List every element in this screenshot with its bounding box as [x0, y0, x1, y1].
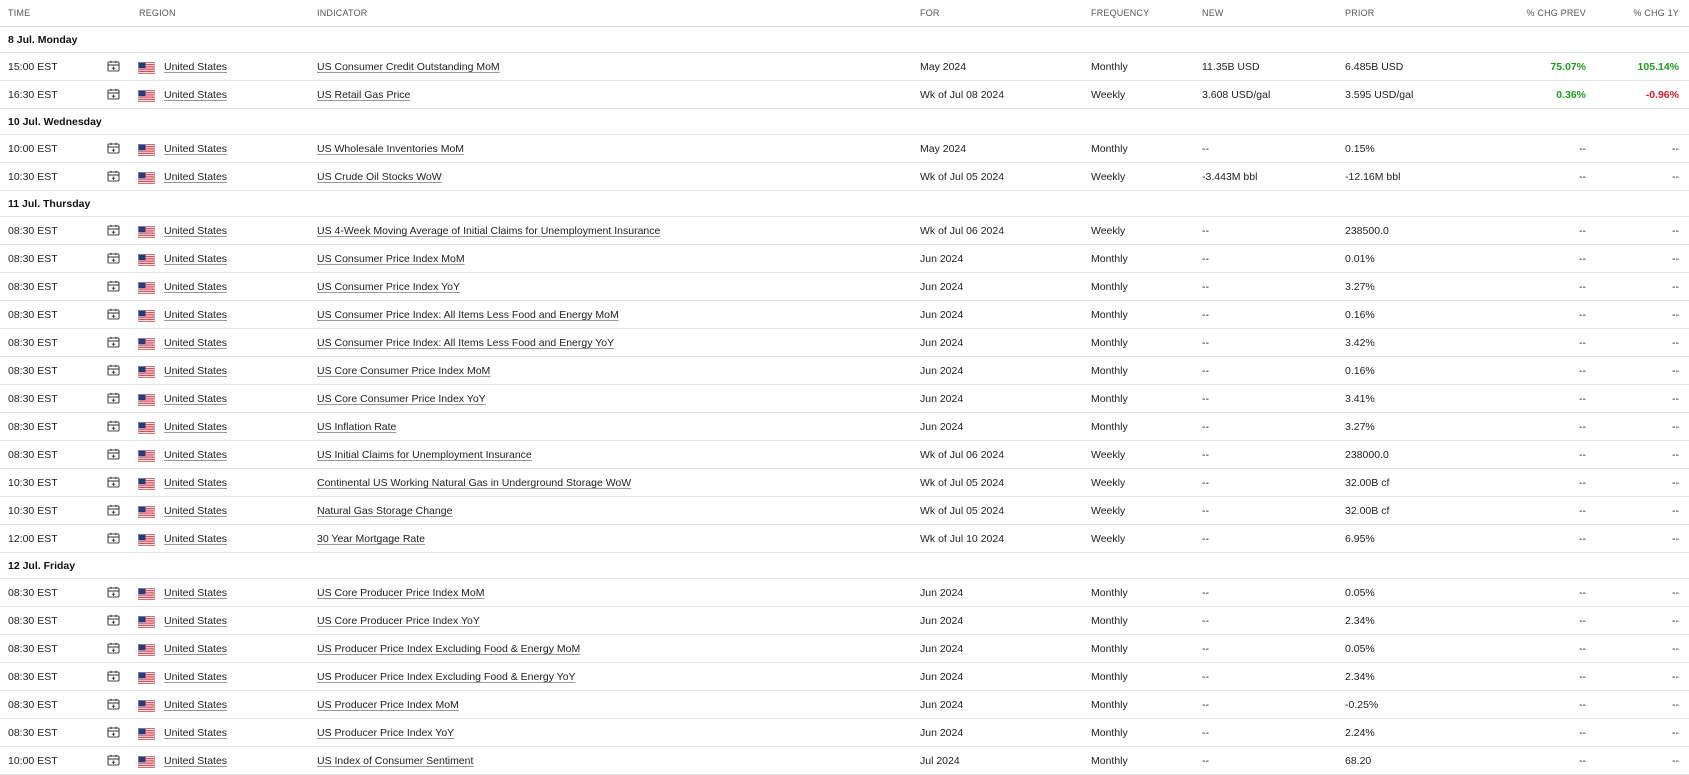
calendar-add-icon[interactable] [107, 532, 120, 545]
indicator-link[interactable]: US Producer Price Index MoM [317, 699, 459, 711]
pct-change-prev: -- [1579, 477, 1586, 489]
pct-change-prev: -- [1579, 393, 1586, 405]
new-value: -3.443M bbl [1202, 171, 1258, 183]
calendar-add-icon[interactable] [107, 448, 120, 461]
indicator-link[interactable]: US Consumer Credit Outstanding MoM [317, 61, 500, 73]
table-row[interactable] [0, 469, 1689, 497]
pct-change-1y: -- [1672, 505, 1679, 517]
indicator-link[interactable]: US Initial Claims for Unemployment Insurance [317, 449, 532, 461]
frequency: Monthly [1091, 61, 1128, 73]
prior-value: 3.27% [1345, 421, 1375, 433]
calendar-add-icon[interactable] [107, 364, 120, 377]
pct-change-prev: 75.07% [1550, 61, 1586, 73]
region-link[interactable]: United States [164, 309, 228, 321]
period-for: Wk of Jul 06 2024 [920, 225, 1005, 237]
table-row[interactable] [0, 719, 1689, 747]
region-link[interactable]: United States [164, 449, 228, 461]
pct-change-1y: -- [1672, 365, 1679, 377]
new-value: 3.608 USD/gal [1202, 89, 1271, 101]
period-for: Wk of Jul 06 2024 [920, 449, 1005, 461]
us-flag-icon [138, 254, 155, 266]
frequency: Weekly [1091, 225, 1126, 237]
period-for: Jun 2024 [920, 281, 964, 293]
day-label: 10 Jul. Wednesday [8, 116, 102, 128]
region-link[interactable]: United States [164, 533, 228, 545]
period-for: Jun 2024 [920, 365, 964, 377]
period-for: Wk of Jul 05 2024 [920, 171, 1005, 183]
table-row[interactable] [0, 691, 1689, 719]
pct-change-1y: -- [1672, 253, 1679, 265]
region-link[interactable]: United States [164, 337, 228, 349]
day-group-header [0, 27, 1689, 53]
calendar-add-icon[interactable] [107, 642, 120, 655]
day-group-header [0, 553, 1689, 579]
region-link[interactable]: United States [164, 755, 228, 767]
prior-value: 3.27% [1345, 281, 1375, 293]
region-link[interactable]: United States [164, 643, 228, 655]
pct-change-prev: -- [1579, 143, 1586, 155]
period-for: Jun 2024 [920, 393, 964, 405]
prior-value: 2.34% [1345, 671, 1375, 683]
prior-value: 3.595 USD/gal [1345, 89, 1414, 101]
us-flag-icon [138, 62, 155, 74]
indicator-link[interactable]: US Retail Gas Price [317, 89, 411, 101]
pct-change-prev: -- [1579, 421, 1586, 433]
us-flag-icon [138, 700, 155, 712]
prior-value: 0.05% [1345, 587, 1375, 599]
day-group-header [0, 191, 1689, 217]
us-flag-icon [138, 478, 155, 490]
indicator-link[interactable]: US Core Producer Price Index MoM [317, 587, 485, 599]
pct-change-prev: -- [1579, 281, 1586, 293]
table-row[interactable] [0, 441, 1689, 469]
indicator-link[interactable]: US Crude Oil Stocks WoW [317, 171, 442, 183]
indicator-link[interactable]: US Core Consumer Price Index YoY [317, 393, 486, 405]
us-flag-icon [138, 450, 155, 462]
us-flag-icon [138, 422, 155, 434]
frequency: Monthly [1091, 365, 1128, 377]
frequency: Monthly [1091, 615, 1128, 627]
region-link[interactable]: United States [164, 393, 228, 405]
frequency: Weekly [1091, 89, 1126, 101]
event-time: 08:30 EST [8, 615, 58, 627]
period-for: Jun 2024 [920, 615, 964, 627]
us-flag-icon [138, 282, 155, 294]
pct-change-prev: -- [1579, 533, 1586, 545]
new-value: -- [1202, 253, 1209, 265]
table-row[interactable] [0, 497, 1689, 525]
new-value: -- [1202, 309, 1209, 321]
table-row[interactable] [0, 747, 1689, 775]
col-header-prior[interactable]: PRIOR [1345, 8, 1375, 18]
event-time: 08:30 EST [8, 421, 58, 433]
pct-change-prev: -- [1579, 253, 1586, 265]
event-time: 08:30 EST [8, 337, 58, 349]
period-for: Jun 2024 [920, 699, 964, 711]
period-for: Jun 2024 [920, 587, 964, 599]
frequency: Monthly [1091, 421, 1128, 433]
region-link[interactable]: United States [164, 143, 228, 155]
new-value: -- [1202, 755, 1209, 767]
col-header-new[interactable]: NEW [1202, 8, 1224, 18]
us-flag-icon [138, 226, 155, 238]
period-for: Jun 2024 [920, 671, 964, 683]
prior-value: 0.05% [1345, 643, 1375, 655]
indicator-link[interactable]: 30 Year Mortgage Rate [317, 533, 425, 545]
frequency: Monthly [1091, 281, 1128, 293]
table-row[interactable] [0, 301, 1689, 329]
new-value: -- [1202, 643, 1209, 655]
prior-value: 0.01% [1345, 253, 1375, 265]
col-header-region[interactable]: REGION [139, 8, 176, 18]
new-value: -- [1202, 365, 1209, 377]
col-header-indicator[interactable]: INDICATOR [317, 8, 368, 18]
new-value: -- [1202, 671, 1209, 683]
event-time: 08:30 EST [8, 727, 58, 739]
period-for: May 2024 [920, 61, 967, 73]
table-row[interactable] [0, 607, 1689, 635]
period-for: Jun 2024 [920, 727, 964, 739]
event-time: 08:30 EST [8, 449, 58, 461]
day-label: 8 Jul. Monday [8, 34, 78, 46]
new-value: -- [1202, 533, 1209, 545]
day-group-header [0, 109, 1689, 135]
day-label: 12 Jul. Friday [8, 560, 76, 572]
event-time: 08:30 EST [8, 393, 58, 405]
us-flag-icon [138, 144, 155, 156]
pct-change-1y: 105.14% [1637, 61, 1679, 73]
period-for: Jun 2024 [920, 337, 964, 349]
frequency: Monthly [1091, 587, 1128, 599]
us-flag-icon [138, 728, 155, 740]
new-value: -- [1202, 421, 1209, 433]
table-row[interactable] [0, 357, 1689, 385]
calendar-add-icon[interactable] [107, 60, 120, 73]
period-for: Jun 2024 [920, 253, 964, 265]
region-link[interactable]: United States [164, 61, 228, 73]
new-value: -- [1202, 281, 1209, 293]
indicator-link[interactable]: US Core Consumer Price Index MoM [317, 365, 491, 377]
pct-change-prev: -- [1579, 727, 1586, 739]
frequency: Monthly [1091, 393, 1128, 405]
region-link[interactable]: United States [164, 421, 228, 433]
table-body [0, 27, 1689, 775]
table-row[interactable] [0, 81, 1689, 109]
event-time: 08:30 EST [8, 281, 58, 293]
pct-change-1y: -- [1672, 421, 1679, 433]
pct-change-prev: -- [1579, 309, 1586, 321]
us-flag-icon [138, 506, 155, 518]
prior-value: 3.42% [1345, 337, 1375, 349]
frequency: Monthly [1091, 755, 1128, 767]
new-value: -- [1202, 477, 1209, 489]
pct-change-1y: -- [1672, 533, 1679, 545]
region-link[interactable]: United States [164, 365, 228, 377]
prior-value: 2.34% [1345, 615, 1375, 627]
pct-change-prev: -- [1579, 337, 1586, 349]
new-value: -- [1202, 587, 1209, 599]
frequency: Monthly [1091, 337, 1128, 349]
prior-value: 0.16% [1345, 365, 1375, 377]
region-link[interactable]: United States [164, 671, 228, 683]
pct-change-prev: -- [1579, 225, 1586, 237]
frequency: Monthly [1091, 671, 1128, 683]
prior-value: 238500.0 [1345, 225, 1389, 237]
indicator-link[interactable]: US Producer Price Index Excluding Food & Energy MoM [317, 643, 581, 655]
prior-value: -0.25% [1345, 699, 1379, 711]
pct-change-1y: -- [1672, 477, 1679, 489]
prior-value: 6.485B USD [1345, 61, 1404, 73]
us-flag-icon [138, 644, 155, 656]
frequency: Monthly [1091, 143, 1128, 155]
us-flag-icon [138, 616, 155, 628]
new-value: -- [1202, 337, 1209, 349]
calendar-add-icon[interactable] [107, 308, 120, 321]
period-for: Jun 2024 [920, 643, 964, 655]
pct-change-prev: -- [1579, 699, 1586, 711]
calendar-add-icon[interactable] [107, 614, 120, 627]
indicator-link[interactable]: US Producer Price Index YoY [317, 727, 455, 739]
table-row[interactable] [0, 413, 1689, 441]
pct-change-prev: -- [1579, 171, 1586, 183]
us-flag-icon [138, 672, 155, 684]
indicator-link[interactable]: Natural Gas Storage Change [317, 505, 453, 517]
event-time: 10:30 EST [8, 505, 58, 517]
frequency: Monthly [1091, 643, 1128, 655]
frequency: Weekly [1091, 505, 1126, 517]
new-value: -- [1202, 449, 1209, 461]
period-for: Jun 2024 [920, 421, 964, 433]
calendar-add-icon[interactable] [107, 420, 120, 433]
us-flag-icon [138, 310, 155, 322]
pct-change-prev: -- [1579, 615, 1586, 627]
us-flag-icon [138, 756, 155, 768]
pct-change-1y: -- [1672, 755, 1679, 767]
period-for: Jul 2024 [920, 755, 960, 767]
new-value: -- [1202, 505, 1209, 517]
new-value: -- [1202, 143, 1209, 155]
pct-change-1y: -- [1672, 671, 1679, 683]
event-time: 08:30 EST [8, 309, 58, 321]
period-for: Wk of Jul 05 2024 [920, 505, 1005, 517]
region-link[interactable]: United States [164, 253, 228, 265]
frequency: Weekly [1091, 477, 1126, 489]
indicator-link[interactable]: Continental US Working Natural Gas in Underground Storage WoW [317, 477, 632, 489]
indicator-link[interactable]: US Producer Price Index Excluding Food & Energy YoY [317, 671, 576, 683]
table-row[interactable] [0, 273, 1689, 301]
col-header-for[interactable]: FOR [920, 8, 940, 18]
table-row[interactable] [0, 635, 1689, 663]
region-link[interactable]: United States [164, 587, 228, 599]
event-time: 12:00 EST [8, 533, 58, 545]
us-flag-icon [138, 90, 155, 102]
event-time: 08:30 EST [8, 365, 58, 377]
pct-change-1y: -- [1672, 143, 1679, 155]
frequency: Monthly [1091, 253, 1128, 265]
table-row[interactable] [0, 163, 1689, 191]
event-time: 10:30 EST [8, 477, 58, 489]
calendar-add-icon[interactable] [107, 698, 120, 711]
indicator-link[interactable]: US Consumer Price Index MoM [317, 253, 465, 265]
table-row[interactable] [0, 217, 1689, 245]
table-row[interactable] [0, 385, 1689, 413]
event-time: 10:00 EST [8, 143, 58, 155]
event-time: 10:00 EST [8, 755, 58, 767]
region-link[interactable]: United States [164, 699, 228, 711]
pct-change-prev: -- [1579, 643, 1586, 655]
frequency: Weekly [1091, 449, 1126, 461]
new-value: 11.35B USD [1202, 61, 1260, 73]
calendar-add-icon[interactable] [107, 142, 120, 155]
col-header-frequency[interactable]: FREQUENCY [1091, 8, 1150, 18]
region-link[interactable]: United States [164, 727, 228, 739]
table-row[interactable] [0, 245, 1689, 273]
indicator-link[interactable]: US Index of Consumer Sentiment [317, 755, 474, 767]
us-flag-icon [138, 534, 155, 546]
new-value: -- [1202, 225, 1209, 237]
new-value: -- [1202, 727, 1209, 739]
pct-change-1y: -- [1672, 643, 1679, 655]
pct-change-1y: -- [1672, 587, 1679, 599]
day-label: 11 Jul. Thursday [8, 198, 91, 210]
col-header-time[interactable]: TIME [8, 8, 31, 18]
calendar-add-icon[interactable] [107, 336, 120, 349]
event-time: 08:30 EST [8, 587, 58, 599]
table-row[interactable] [0, 329, 1689, 357]
prior-value: 6.95% [1345, 533, 1375, 545]
period-for: Wk of Jul 08 2024 [920, 89, 1005, 101]
pct-change-1y: -- [1672, 309, 1679, 321]
pct-change-prev: -- [1579, 365, 1586, 377]
prior-value: -12.16M bbl [1345, 171, 1401, 183]
us-flag-icon [138, 588, 155, 600]
frequency: Weekly [1091, 171, 1126, 183]
calendar-add-icon[interactable] [107, 586, 120, 599]
period-for: Wk of Jul 05 2024 [920, 477, 1005, 489]
period-for: Wk of Jul 10 2024 [920, 533, 1005, 545]
calendar-add-icon[interactable] [107, 670, 120, 683]
event-time: 10:30 EST [8, 171, 58, 183]
calendar-add-icon[interactable] [107, 726, 120, 739]
prior-value: 32.00B cf [1345, 477, 1390, 489]
event-time: 08:30 EST [8, 671, 58, 683]
pct-change-1y: -- [1672, 449, 1679, 461]
period-for: Jun 2024 [920, 309, 964, 321]
new-value: -- [1202, 615, 1209, 627]
table-row[interactable] [0, 525, 1689, 553]
region-link[interactable]: United States [164, 89, 228, 101]
pct-change-1y: -0.96% [1645, 89, 1679, 101]
prior-value: 32.00B cf [1345, 505, 1390, 517]
event-time: 08:30 EST [8, 253, 58, 265]
pct-change-prev: -- [1579, 755, 1586, 767]
event-time: 15:00 EST [8, 61, 58, 73]
calendar-add-icon[interactable] [107, 392, 120, 405]
calendar-add-icon[interactable] [107, 170, 120, 183]
calendar-add-icon[interactable] [107, 224, 120, 237]
indicator-link[interactable]: US Wholesale Inventories MoM [317, 143, 465, 155]
region-link[interactable]: United States [164, 505, 228, 517]
col-header-chg-1y[interactable]: % CHG 1Y [1633, 8, 1679, 18]
table-header [0, 0, 1689, 27]
indicator-link[interactable]: US Consumer Price Index: All Items Less Food and Energy YoY [317, 337, 615, 349]
indicator-link[interactable]: US Core Producer Price Index YoY [317, 615, 480, 627]
indicator-link[interactable]: US Consumer Price Index: All Items Less Food and Energy MoM [317, 309, 619, 321]
prior-value: 238000.0 [1345, 449, 1389, 461]
prior-value: 0.16% [1345, 309, 1375, 321]
pct-change-1y: -- [1672, 171, 1679, 183]
region-link[interactable]: United States [164, 615, 228, 627]
pct-change-prev: 0.36% [1556, 89, 1586, 101]
indicator-link[interactable]: US 4-Week Moving Average of Initial Claims for Unemployment Insurance [317, 225, 661, 237]
pct-change-1y: -- [1672, 337, 1679, 349]
pct-change-1y: -- [1672, 281, 1679, 293]
prior-value: 68.20 [1345, 755, 1372, 767]
prior-value: 3.41% [1345, 393, 1375, 405]
calendar-add-icon[interactable] [107, 754, 120, 767]
pct-change-1y: -- [1672, 699, 1679, 711]
frequency: Monthly [1091, 699, 1128, 711]
region-link[interactable]: United States [164, 225, 228, 237]
calendar-add-icon[interactable] [107, 280, 120, 293]
region-link[interactable]: United States [164, 171, 228, 183]
table-row[interactable] [0, 663, 1689, 691]
pct-change-prev: -- [1579, 587, 1586, 599]
new-value: -- [1202, 393, 1209, 405]
region-link[interactable]: United States [164, 281, 228, 293]
event-time: 08:30 EST [8, 699, 58, 711]
calendar-add-icon[interactable] [107, 476, 120, 489]
period-for: May 2024 [920, 143, 967, 155]
calendar-add-icon[interactable] [107, 504, 120, 517]
calendar-add-icon[interactable] [107, 88, 120, 101]
us-flag-icon [138, 394, 155, 406]
us-flag-icon [138, 172, 155, 184]
table-row[interactable] [0, 53, 1689, 81]
calendar-add-icon[interactable] [107, 252, 120, 265]
pct-change-prev: -- [1579, 505, 1586, 517]
event-time: 16:30 EST [8, 89, 58, 101]
frequency: Monthly [1091, 727, 1128, 739]
region-link[interactable]: United States [164, 477, 228, 489]
frequency: Monthly [1091, 309, 1128, 321]
indicator-link[interactable]: US Inflation Rate [317, 421, 397, 433]
pct-change-1y: -- [1672, 615, 1679, 627]
table-row[interactable] [0, 135, 1689, 163]
col-header-chg-prev[interactable]: % CHG PREV [1526, 8, 1586, 18]
prior-value: 2.24% [1345, 727, 1375, 739]
pct-change-prev: -- [1579, 449, 1586, 461]
prior-value: 0.15% [1345, 143, 1375, 155]
table-row[interactable] [0, 579, 1689, 607]
us-flag-icon [138, 366, 155, 378]
indicator-link[interactable]: US Consumer Price Index YoY [317, 281, 460, 293]
pct-change-1y: -- [1672, 727, 1679, 739]
us-flag-icon [138, 338, 155, 350]
pct-change-1y: -- [1672, 393, 1679, 405]
pct-change-1y: -- [1672, 225, 1679, 237]
event-time: 08:30 EST [8, 643, 58, 655]
frequency: Weekly [1091, 533, 1126, 545]
new-value: -- [1202, 699, 1209, 711]
pct-change-prev: -- [1579, 671, 1586, 683]
event-time: 08:30 EST [8, 225, 58, 237]
